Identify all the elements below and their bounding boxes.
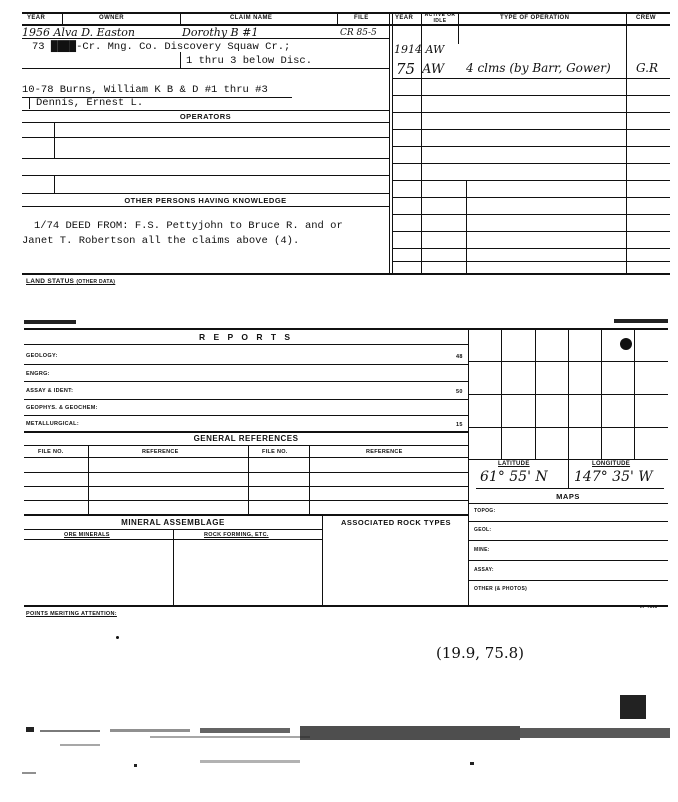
report-metallurgical-num: 15	[456, 422, 463, 428]
gen-ref-line	[24, 514, 468, 516]
gen-ref-line	[24, 486, 468, 487]
maps-line	[468, 540, 668, 541]
maps-line	[468, 503, 668, 504]
map-assay: ASSAY:	[474, 567, 494, 573]
col-divider	[421, 12, 422, 24]
deed-line-1: 1/74 DEED FROM: F.S. Pettyjohn to Bruce R. and or	[34, 220, 343, 232]
row-line	[22, 110, 389, 111]
longitude-label: LONGITUDE	[592, 461, 631, 467]
scan-mark	[614, 319, 668, 323]
gen-ref-divider	[88, 445, 89, 514]
reports-line	[24, 381, 468, 382]
map-geol: GEOL:	[474, 527, 492, 533]
maps-line	[468, 560, 668, 561]
header-year-2: YEAR	[395, 15, 414, 21]
gen-ref-header-ref-2: REFERENCE	[366, 449, 403, 455]
gen-ref-divider	[248, 445, 249, 514]
gen-ref-header-file-2: FILE NO.	[262, 449, 288, 455]
right-handwritten-crew: G.R	[636, 61, 659, 75]
col-divider	[180, 12, 181, 24]
header-active-idle: ACTIVE OR IDLE	[424, 12, 456, 24]
scan-mark	[60, 744, 100, 746]
operators-line	[22, 137, 389, 138]
typed-line-2: 1 thru 3 below Disc.	[186, 55, 313, 67]
right-handwritten-line-1: 1914 AW	[394, 43, 445, 56]
right-row-line	[392, 197, 670, 198]
map-mine: MINE:	[474, 547, 490, 553]
col-divider	[337, 12, 338, 24]
header-crew: CREW	[636, 15, 656, 21]
land-status-title: LAND STATUS	[26, 278, 75, 285]
gen-ref-line	[24, 445, 468, 446]
row-line	[22, 122, 389, 123]
handwritten-note: (19.9, 75.8)	[436, 644, 525, 662]
reports-line	[24, 344, 468, 345]
header-type-of-operation: TYPE OF OPERATION	[500, 15, 570, 21]
maps-title: MAPS	[556, 492, 580, 501]
latlong-underline	[476, 488, 664, 489]
right-handwritten-operation: 4 clms (by Barr, Gower)	[466, 61, 611, 75]
latitude-label: LATITUDE	[498, 461, 530, 467]
scan-mark	[620, 695, 646, 719]
latitude-value: 61° 55' N	[480, 469, 548, 485]
ore-minerals-header: ORE MINERALS	[64, 532, 110, 538]
gen-ref-line	[24, 457, 468, 458]
rock-forming-header: ROCK FORMING, ETC.	[204, 532, 269, 538]
right-row-line	[392, 95, 670, 96]
right-row-line	[392, 112, 670, 113]
row-line	[22, 38, 389, 39]
scan-mark	[134, 764, 137, 767]
col-divider	[29, 97, 30, 109]
typed-line-4: Dennis, Ernest L.	[36, 97, 144, 109]
latlong-divider	[568, 459, 569, 488]
reports-bottom-border	[24, 605, 668, 607]
operators-line	[22, 193, 389, 194]
report-geology-num: 48	[456, 354, 463, 360]
ink-dot	[116, 636, 119, 639]
right-row-line	[392, 214, 670, 215]
right-row-line	[392, 163, 670, 164]
location-dot-icon	[620, 338, 632, 350]
scan-mark	[150, 736, 310, 738]
panel-divider	[392, 12, 393, 274]
reports-line	[24, 431, 468, 433]
reports-top-border	[24, 328, 668, 330]
grid-h	[468, 361, 668, 362]
scan-mark	[200, 760, 300, 763]
mineral-divider	[173, 529, 174, 605]
reports-line	[24, 364, 468, 365]
grid-h	[468, 394, 668, 395]
row-line	[22, 68, 389, 69]
right-handwritten-status: AW	[422, 62, 445, 77]
deed-line-2: Janet T. Robertson all the claims above (4).	[22, 235, 300, 247]
col-divider	[180, 52, 181, 68]
header-file: FILE	[354, 15, 369, 21]
right-row-line	[392, 129, 670, 130]
reports-title: R E P O R T S	[198, 332, 294, 342]
typed-line-1: 73 ████-Cr. Mng. Co. Discovery Squaw Cr.;	[32, 41, 291, 53]
scan-mark	[300, 726, 520, 740]
right-col-divider	[466, 180, 467, 273]
header-claim-name: CLAIM NAME	[230, 15, 273, 21]
gen-ref-divider	[309, 445, 310, 514]
header-year: YEAR	[27, 15, 46, 21]
operators-line	[22, 158, 389, 159]
handwritten-file: CR 85-5	[340, 28, 377, 38]
map-other: OTHER (& PHOTOS)	[474, 586, 528, 592]
gen-ref-line	[24, 472, 468, 473]
maps-line	[468, 580, 668, 581]
scan-mark	[40, 730, 100, 732]
col-divider	[62, 12, 63, 24]
longitude-value: 147° 35' W	[574, 469, 653, 485]
land-status-sub: (OTHER DATA)	[76, 279, 116, 285]
scan-mark	[24, 320, 76, 324]
report-geology-label: GEOLOGY:	[26, 353, 58, 359]
right-row-line	[392, 261, 670, 262]
map-topog: TOPOG:	[474, 508, 496, 514]
typed-line-3: 10-78 Burns, William K B & D #1 thru #3	[22, 84, 268, 96]
operators-line	[22, 175, 389, 176]
associated-rock-types: ASSOCIATED ROCK TYPES	[341, 518, 451, 527]
report-engrg-label: ENGRG:	[26, 371, 50, 377]
scan-mark	[26, 727, 34, 732]
operators-divider	[54, 175, 55, 193]
right-row-line	[392, 231, 670, 232]
handwritten-claim: Dorothy B #1	[182, 26, 259, 39]
right-row-line	[392, 180, 670, 181]
other-persons-label: OTHER PERSONS HAVING KNOWLEDGE	[124, 196, 287, 205]
reports-line	[24, 415, 468, 416]
gen-ref-header-file-1: FILE NO.	[38, 449, 64, 455]
top-border	[22, 12, 670, 14]
mineral-assemblage-title: MINERAL ASSEMBLAGE	[121, 518, 225, 527]
right-col-divider	[626, 24, 627, 273]
reports-line	[24, 399, 468, 400]
top-table-bottom	[22, 273, 670, 275]
handwritten-owner: 1956 Alva D. Easton	[22, 26, 136, 39]
gen-ref-line	[24, 500, 468, 501]
general-references-title: GENERAL REFERENCES	[193, 434, 299, 443]
scan-mark	[470, 762, 474, 765]
points-meriting-label: POINTS MERITING ATTENTION:	[26, 611, 117, 617]
report-metallurgical-label: METALLURGICAL:	[26, 421, 79, 427]
row-line	[22, 206, 389, 207]
form-number: EP 7818	[640, 604, 658, 609]
report-geophys-label: GEOPHYS. & GEOCHEM:	[26, 405, 98, 411]
operators-label: OPERATORS	[179, 112, 232, 121]
right-col-divider	[458, 24, 459, 44]
reports-right-border	[468, 328, 469, 605]
right-row-line	[392, 146, 670, 147]
operators-divider	[54, 122, 55, 158]
report-assay-label: ASSAY & IDENT:	[26, 388, 74, 394]
right-handwritten-year: 75	[396, 60, 416, 78]
scan-mark	[200, 728, 290, 733]
assoc-rock-divider	[322, 514, 323, 605]
land-status-label	[26, 278, 115, 285]
header-owner: OWNER	[99, 15, 124, 21]
col-divider	[458, 12, 459, 24]
right-row-line	[392, 248, 670, 249]
grid-h	[468, 427, 668, 428]
scan-mark	[520, 728, 670, 738]
report-assay-num: 50	[456, 389, 463, 395]
maps-line	[468, 521, 668, 522]
scan-mark	[110, 729, 190, 732]
panel-divider	[389, 12, 390, 274]
right-row-line	[392, 78, 670, 79]
scan-mark	[22, 772, 36, 774]
col-divider	[626, 12, 627, 24]
gen-ref-header-ref-1: REFERENCE	[142, 449, 179, 455]
